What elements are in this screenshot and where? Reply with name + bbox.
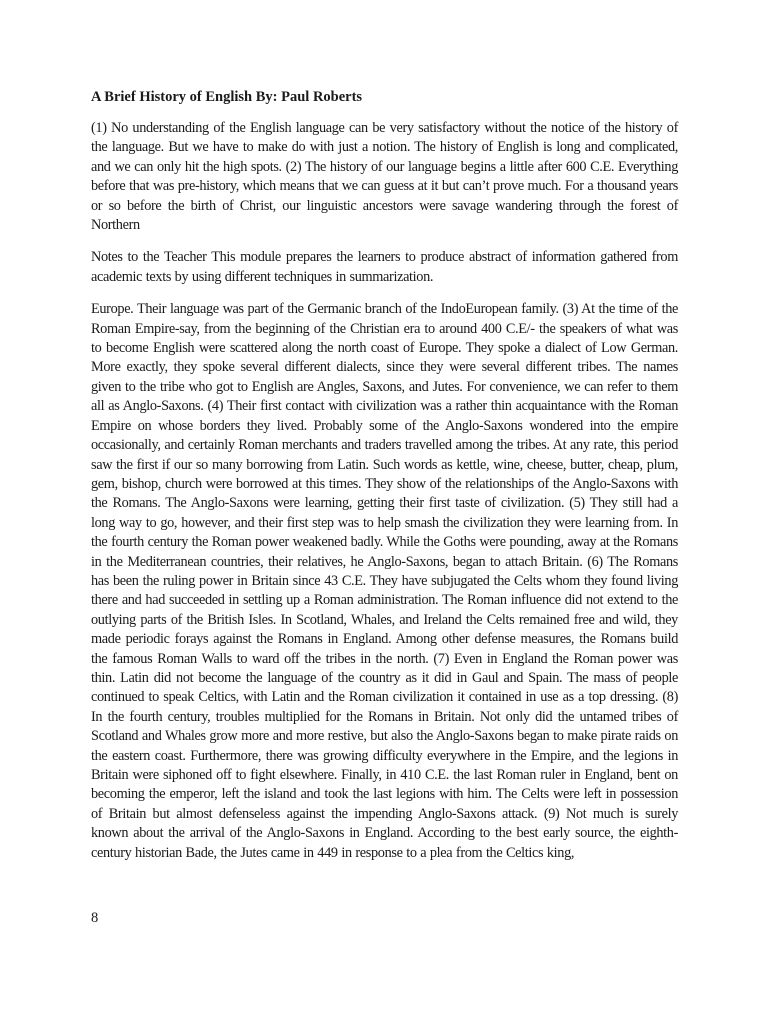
paragraph-intro: (1) No understanding of the English language can be very satisfactory without the notice of the history of the language. But we have to make do with just a notion. The history of English is long and complicated, and we can only hit the high spots. (2) The history of our language begins a little after 600 C.E. Everything before that was pre-history, which means that we can guess at it but can’t prove much. For a thousand years or so before the birth of Christ, our linguistic ancestors were savage wandering through the forest of Northern [91, 120, 678, 234]
document-page [91, 88, 678, 876]
paragraph-main-body: Europe. Their language was part of the Germanic branch of the IndoEuropean family. (3) At the time of the Roman Empire-say, from the beginning of the Christian era to around 400 C.E/- the speakers of what was to become English were scattered along the north coast of Europe. They spoke a dialect of Low German. More exactly, they spoke several different dialects, since they were several different tribes. The names given to the tribe who got to English are Angles, Saxons, and Jutes. For convenience, we can refer to them all as Anglo-Saxons. (4) Their first contact with civilization was a rather thin acquaintance with the Roman Empire on whose borders they lived. Probably some of the Anglo-Saxons wondered into the empire occasionally, and certainly Roman merchants and traders travelled among the tribes. At any rate, this period saw the first if our so many borrowing from Latin. Such words as kettle, wine, cheese, butter, cheap, plum, gem, bishop, church were borrowed at this times. They show of the relationships of the Anglo-Saxons with the Romans. The Anglo-Saxons were learning, getting their first taste of civilization. (5) They still had a long way to go, however, and their first step was to help smash the civilization they were learning from. In the fourth century the Roman power weakened badly. While the Goths were pounding, away at the Romans in the Mediterranean countries, their relatives, he Anglo-Saxons, began to attach Britain. (6) The Romans has been the ruling power in Britain since 43 C.E. They have subjugated the Celts whom they found living there and had succeeded in settling up a Roman administration. The Roman influence did not extend to the outlying parts of the British Isles. In Scotland, Whales, and Ireland the Celts remained free and wild, they made periodic forays against the Romans in England. Among other defense measures, the Romans build the famous Roman Walls to ward off the tribes in the north. (7) Even in England the Roman power was thin. Latin did not become the language of the country as it did in Gaul and Spain. The mass of people continued to speak Celtics, with Latin and the Roman civilization it contained in use as a top dressing. (8) In the fourth century, troubles multiplied for the Romans in Britain. Not only did the untamed tribes of Scotland and Whales grow more and more restive, but also the Anglo-Saxons began to make pirate raids on the eastern coast. Furthermore, there was growing difficulty everywhere in the Empire, and the legions in Britain were siphoned off to fight elsewhere. Finally, in 410 C.E. the last Roman ruler in England, bent on becoming the emperor, left the island and took the last legions with him. The Celts were left in possession of Britain but almost defenseless against the impending Anglo-Saxons attack. (9) Not much is surely known about the arrival of the Anglo-Saxons in England. According to the best early source, the eighth-century historian Bade, the Jutes came in 449 in response to a plea from the Celtics king, [91, 301, 678, 861]
paragraph-teacher-notes: Notes to the Teacher This module prepares the learners to produce abstract of information gathered from academic texts by using different techniques in summarization. [91, 249, 678, 285]
page-number: 8 [91, 910, 99, 926]
document-title: A Brief History of English By: Paul Roberts [91, 89, 363, 105]
